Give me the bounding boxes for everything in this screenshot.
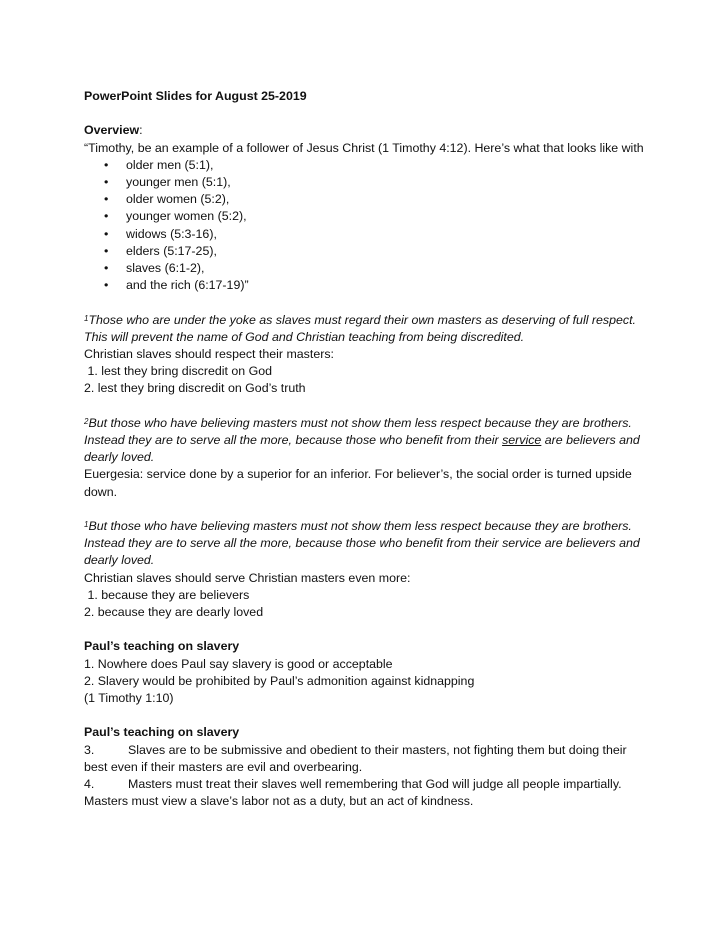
section-1-line: Christian slaves should respect their masters: [84, 347, 334, 362]
section-3-line: Christian slaves should serve Christian masters even more: [84, 570, 411, 585]
list-item: • older women (5:2), [84, 191, 644, 208]
bullet-icon: • [104, 175, 109, 189]
section-4-point: (1 Timothy 1:10) [84, 691, 174, 706]
list-item: • and the rich (6:17-19)” [84, 277, 644, 294]
verse-number: 1 [84, 313, 89, 323]
bullet-icon: • [104, 226, 109, 241]
list-item: • younger women (5:2), [84, 208, 644, 225]
verse-2: $^2$But those who have believing masters must not show them less respect because they are brothers. Instead they are to serve all the more, because those who benefit from their service are believers and dearly loved. [84, 415, 640, 465]
numbered-item: 3. Slaves are to be submissive and obedient to their masters, not fighting them but doing their best even if their masters are evil and overbearing. [84, 742, 627, 774]
bullet-icon: • [104, 209, 109, 224]
verse-1: $^1$Those who are under the yoke as slaves must regard their own masters as deserving of full respect. This will prevent the name of God and Christian teaching from being discredited. [84, 312, 636, 344]
verse-3: $^1$But those who have believing masters must not show them less respect because they are brothers. Instead they are to serve all the more, because those who benefit from their service are believers and dearly loved. [84, 519, 640, 568]
numbered-item: 4. Masters must treat their slaves well remembering that God will judge all people impartially. Masters must view a slave’s labor not as a duty, but an act of kindness. [84, 777, 622, 809]
document-title: PowerPoint Slides for August 25-2019 [84, 89, 307, 103]
bullet-icon: • [104, 278, 109, 293]
section-4-point: 2. Slavery would be prohibited by Paul’s admonition against kidnapping [84, 673, 475, 688]
item-number: 3. [84, 742, 95, 757]
overview-quote: “Timothy, be an example of a follower of Jesus Christ (1 Timothy 4:12). Here’s what that looks like with [84, 140, 644, 155]
bullet-icon: • [104, 243, 109, 258]
list-item: • younger men (5:1), [84, 174, 644, 191]
section-4-point: 1. Nowhere does Paul say slavery is good or acceptable [84, 656, 393, 671]
euergesia-note: Euergesia: service done by a superior for an inferior. For believer’s, the social order is turned upside down. [84, 467, 632, 499]
list-item: • slaves (6:1-2), [84, 260, 644, 277]
overview-list [84, 157, 644, 295]
overview-colon: : [139, 123, 143, 138]
document-page [84, 88, 644, 810]
underlined-word: service [502, 433, 542, 448]
item-number: 4. [84, 777, 95, 792]
bullet-icon: • [104, 261, 109, 276]
list-item: • older men (5:1), [84, 157, 644, 174]
section-3-point: 2. because they are dearly loved [84, 605, 264, 620]
section-3-point: 1. because they are believers [84, 587, 250, 602]
section-heading: Paul’s teaching on slavery [84, 639, 240, 654]
list-item: • elders (5:17-25), [84, 243, 644, 260]
list-item: • widows (5:3-16), [84, 226, 644, 243]
section-heading: Paul’s teaching on slavery [84, 725, 240, 740]
bullet-icon: • [104, 192, 109, 207]
overview-heading: Overview [84, 123, 140, 138]
verse-number: 2 [84, 416, 89, 426]
bullet-icon: • [104, 157, 109, 172]
overview-heading-line [84, 122, 644, 139]
verse-number: 1 [84, 520, 89, 530]
section-1-point: 1. lest they bring discredit on God [84, 364, 273, 379]
section-1-point: 2. lest they bring discredit on God’s truth [84, 381, 306, 396]
